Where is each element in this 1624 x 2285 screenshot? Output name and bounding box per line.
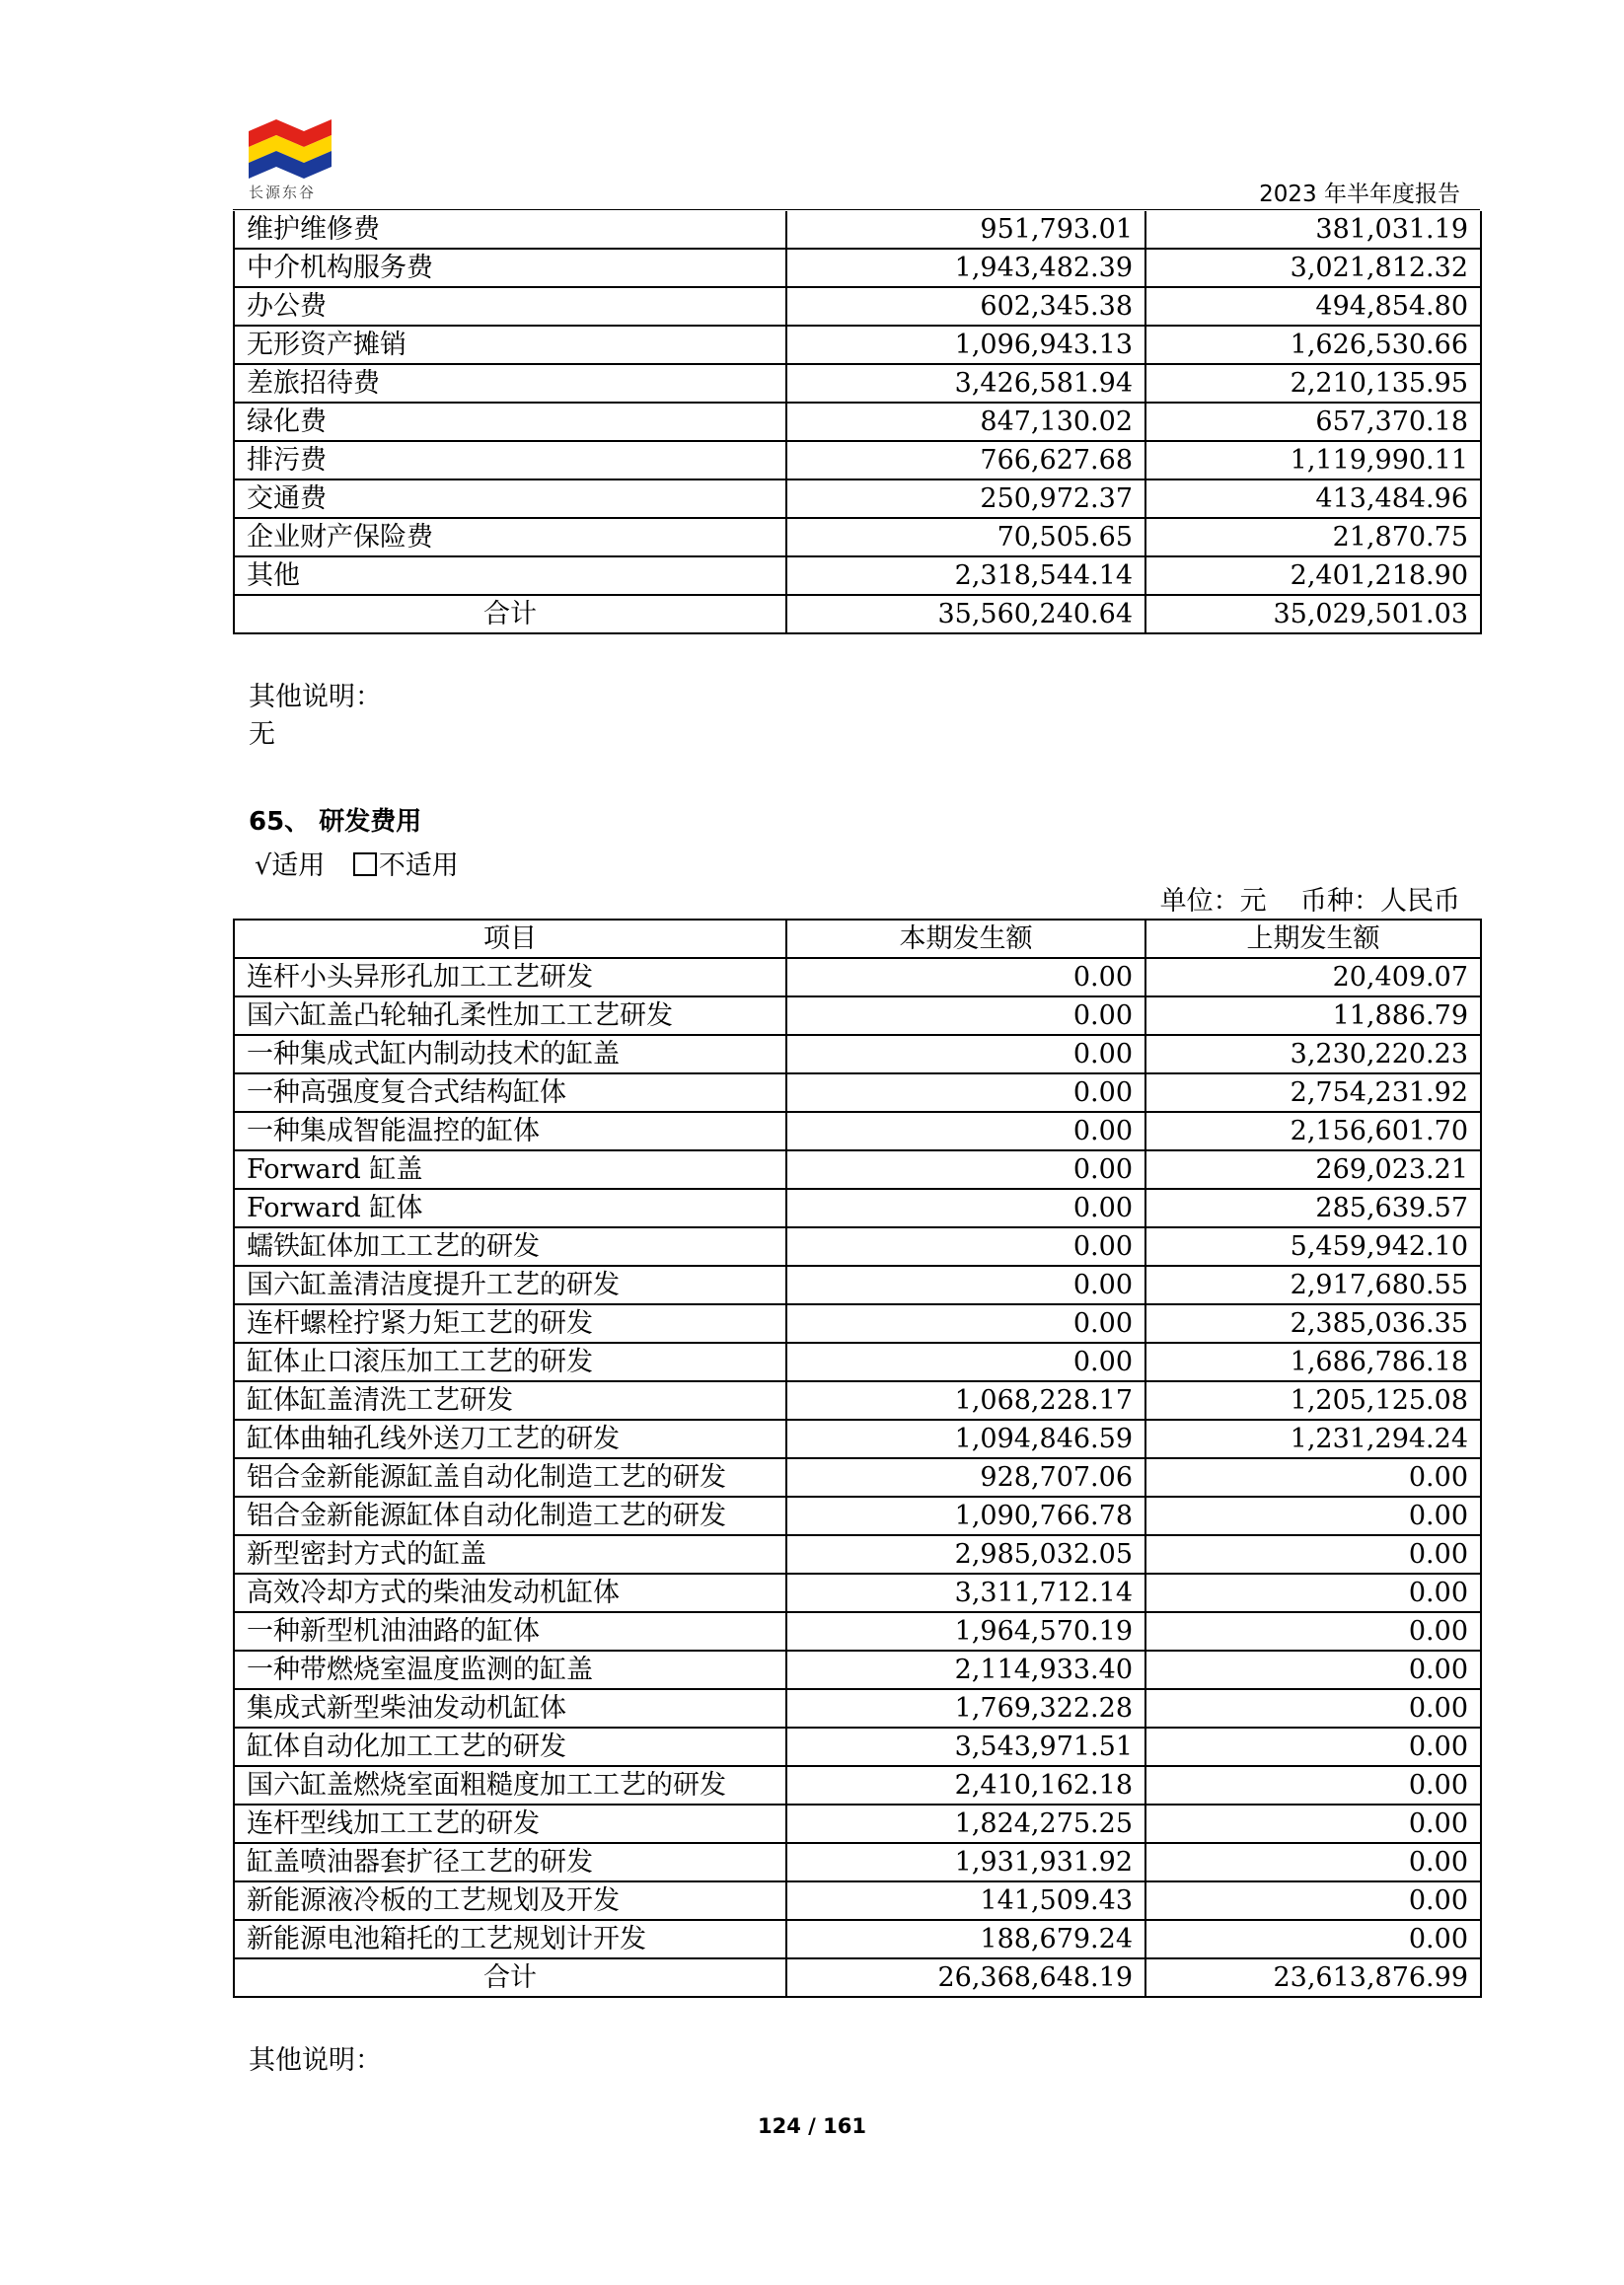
total-label: 合计 xyxy=(234,595,786,633)
cell-previous: 1,686,786.18 xyxy=(1145,1343,1481,1381)
table-row xyxy=(234,958,1481,996)
cell-current: 250,972.37 xyxy=(786,479,1145,518)
total-current: 35,560,240.64 xyxy=(786,595,1145,633)
table-row xyxy=(234,996,1481,1035)
cell-item: 一种新型机油油路的缸体 xyxy=(234,1612,786,1651)
cell-current: 928,707.06 xyxy=(786,1458,1145,1497)
table-row xyxy=(234,1227,1481,1266)
cell-item: 缸体止口滚压加工工艺的研发 xyxy=(234,1343,786,1381)
cell-previous: 0.00 xyxy=(1145,1728,1481,1766)
table-row xyxy=(234,556,1481,595)
table-header-row xyxy=(234,920,1481,958)
cell-previous: 2,156,601.70 xyxy=(1145,1112,1481,1150)
cell-current: 0.00 xyxy=(786,996,1145,1035)
cell-item: 排污费 xyxy=(234,441,786,479)
admin-expense-table xyxy=(233,211,1482,634)
cell-previous: 0.00 xyxy=(1145,1497,1481,1535)
cell-current: 847,130.02 xyxy=(786,403,1145,441)
cell-current: 2,410,162.18 xyxy=(786,1766,1145,1805)
cell-current: 1,068,228.17 xyxy=(786,1381,1145,1420)
table-row xyxy=(234,1920,1481,1958)
applicable-label: √适用 xyxy=(255,850,326,881)
cell-item: 蠕铁缸体加工工艺的研发 xyxy=(234,1227,786,1266)
cell-current: 3,311,712.14 xyxy=(786,1574,1145,1612)
cell-item: 一种高强度复合式结构缸体 xyxy=(234,1073,786,1112)
table-row xyxy=(234,1189,1481,1227)
cell-previous: 0.00 xyxy=(1145,1612,1481,1651)
cell-previous: 0.00 xyxy=(1145,1574,1481,1612)
cell-item: 一种集成式缸内制动技术的缸盖 xyxy=(234,1035,786,1073)
table-row xyxy=(234,1689,1481,1728)
table-row xyxy=(234,518,1481,556)
cell-item: 企业财产保险费 xyxy=(234,518,786,556)
table-row xyxy=(234,1766,1481,1805)
table-row xyxy=(234,249,1481,287)
cell-item: 中介机构服务费 xyxy=(234,249,786,287)
cell-previous: 494,854.80 xyxy=(1145,287,1481,326)
cell-item: 新能源液冷板的工艺规划及开发 xyxy=(234,1881,786,1920)
table-row xyxy=(234,364,1481,403)
cell-previous: 2,385,036.35 xyxy=(1145,1304,1481,1343)
cell-current: 188,679.24 xyxy=(786,1920,1145,1958)
cell-current: 0.00 xyxy=(786,958,1145,996)
cell-current: 1,964,570.19 xyxy=(786,1612,1145,1651)
cell-previous: 3,021,812.32 xyxy=(1145,249,1481,287)
table-row xyxy=(234,1420,1481,1458)
cell-item: 国六缸盖清洁度提升工艺的研发 xyxy=(234,1266,786,1304)
cell-current: 766,627.68 xyxy=(786,441,1145,479)
table-row xyxy=(234,287,1481,326)
other-note-label-2: 其他说明： xyxy=(249,2045,382,2076)
cell-item: 连杆型线加工工艺的研发 xyxy=(234,1805,786,1843)
header-previous: 上期发生额 xyxy=(1145,920,1481,958)
cell-previous: 2,754,231.92 xyxy=(1145,1073,1481,1112)
table-row xyxy=(234,1728,1481,1766)
cell-current: 0.00 xyxy=(786,1112,1145,1150)
table-row xyxy=(234,1843,1481,1881)
cell-previous: 20,409.07 xyxy=(1145,958,1481,996)
cell-previous: 11,886.79 xyxy=(1145,996,1481,1035)
table-row xyxy=(234,1112,1481,1150)
other-note-label: 其他说明： xyxy=(249,682,382,712)
cell-current: 2,985,032.05 xyxy=(786,1535,1145,1574)
unit-label: 单位：元 币种：人民币 xyxy=(1159,886,1460,917)
checkbox-icon xyxy=(353,852,377,876)
cell-previous: 413,484.96 xyxy=(1145,479,1481,518)
cell-item: 连杆小头异形孔加工工艺研发 xyxy=(234,958,786,996)
table-row xyxy=(234,1304,1481,1343)
cell-item: 国六缸盖燃烧室面粗糙度加工工艺的研发 xyxy=(234,1766,786,1805)
cell-item: 差旅招待费 xyxy=(234,364,786,403)
rd-expense-table xyxy=(233,919,1482,1998)
cell-previous: 2,917,680.55 xyxy=(1145,1266,1481,1304)
cell-current: 0.00 xyxy=(786,1150,1145,1189)
report-title: 2023 年半年度报告 xyxy=(1259,182,1460,207)
total-row xyxy=(234,595,1481,633)
table-row xyxy=(234,1535,1481,1574)
cell-previous: 0.00 xyxy=(1145,1843,1481,1881)
cell-current: 1,824,275.25 xyxy=(786,1805,1145,1843)
table-row xyxy=(234,403,1481,441)
cell-item: 铝合金新能源缸盖自动化制造工艺的研发 xyxy=(234,1458,786,1497)
cell-current: 1,094,846.59 xyxy=(786,1420,1145,1458)
table-row xyxy=(234,1497,1481,1535)
cell-item: 缸体缸盖清洗工艺研发 xyxy=(234,1381,786,1420)
cell-current: 3,426,581.94 xyxy=(786,364,1145,403)
cell-previous: 269,023.21 xyxy=(1145,1150,1481,1189)
cell-current: 141,509.43 xyxy=(786,1881,1145,1920)
total-row xyxy=(234,1958,1481,1997)
cell-previous: 0.00 xyxy=(1145,1458,1481,1497)
table-row xyxy=(234,1458,1481,1497)
total-label: 合计 xyxy=(234,1958,786,1997)
table-row xyxy=(234,479,1481,518)
cell-current: 1,090,766.78 xyxy=(786,1497,1145,1535)
cell-item: 绿化费 xyxy=(234,403,786,441)
cell-current: 602,345.38 xyxy=(786,287,1145,326)
cell-item: Forward 缸体 xyxy=(234,1189,786,1227)
cell-item: 办公费 xyxy=(234,287,786,326)
cell-current: 0.00 xyxy=(786,1035,1145,1073)
other-note-value: 无 xyxy=(249,719,275,750)
cell-current: 951,793.01 xyxy=(786,211,1145,249)
table-row xyxy=(234,1651,1481,1689)
logo-text: 长源东谷 xyxy=(249,184,317,201)
cell-item: 维护维修费 xyxy=(234,211,786,249)
cell-previous: 0.00 xyxy=(1145,1920,1481,1958)
page-number: 124 / 161 xyxy=(758,2114,866,2138)
table-row xyxy=(234,1574,1481,1612)
cell-previous: 0.00 xyxy=(1145,1651,1481,1689)
cell-previous: 1,119,990.11 xyxy=(1145,441,1481,479)
cell-previous: 657,370.18 xyxy=(1145,403,1481,441)
cell-current: 70,505.65 xyxy=(786,518,1145,556)
cell-item: 无形资产摊销 xyxy=(234,326,786,364)
cell-previous: 0.00 xyxy=(1145,1766,1481,1805)
cell-current: 0.00 xyxy=(786,1304,1145,1343)
section-title: 65、 研发费用 xyxy=(249,807,422,837)
cell-previous: 0.00 xyxy=(1145,1689,1481,1728)
cell-previous: 3,230,220.23 xyxy=(1145,1035,1481,1073)
cell-item: 集成式新型柴油发动机缸体 xyxy=(234,1689,786,1728)
cell-current: 0.00 xyxy=(786,1189,1145,1227)
cell-previous: 0.00 xyxy=(1145,1535,1481,1574)
cell-item: 缸体自动化加工工艺的研发 xyxy=(234,1728,786,1766)
table-row xyxy=(234,1805,1481,1843)
cell-current: 1,943,482.39 xyxy=(786,249,1145,287)
cell-previous: 5,459,942.10 xyxy=(1145,1227,1481,1266)
cell-current: 2,114,933.40 xyxy=(786,1651,1145,1689)
not-applicable-label: 不适用 xyxy=(378,850,459,881)
cell-item: 缸体曲轴孔线外送刀工艺的研发 xyxy=(234,1420,786,1458)
total-previous: 35,029,501.03 xyxy=(1145,595,1481,633)
cell-current: 3,543,971.51 xyxy=(786,1728,1145,1766)
cell-previous: 381,031.19 xyxy=(1145,211,1481,249)
cell-current: 2,318,544.14 xyxy=(786,556,1145,595)
cell-previous: 1,205,125.08 xyxy=(1145,1381,1481,1420)
cell-current: 1,931,931.92 xyxy=(786,1843,1145,1881)
cell-item: 新能源电池箱托的工艺规划计开发 xyxy=(234,1920,786,1958)
cell-item: 一种集成智能温控的缸体 xyxy=(234,1112,786,1150)
cell-item: 连杆螺栓拧紧力矩工艺的研发 xyxy=(234,1304,786,1343)
cell-item: 国六缸盖凸轮轴孔柔性加工工艺研发 xyxy=(234,996,786,1035)
table-row xyxy=(234,441,1481,479)
table-row xyxy=(234,1266,1481,1304)
cell-previous: 1,231,294.24 xyxy=(1145,1420,1481,1458)
cell-previous: 1,626,530.66 xyxy=(1145,326,1481,364)
cell-item: 高效冷却方式的柴油发动机缸体 xyxy=(234,1574,786,1612)
cell-item: 缸盖喷油器套扩径工艺的研发 xyxy=(234,1843,786,1881)
cell-item: 新型密封方式的缸盖 xyxy=(234,1535,786,1574)
table-row xyxy=(234,1035,1481,1073)
applicability xyxy=(255,844,459,882)
cell-current: 1,769,322.28 xyxy=(786,1689,1145,1728)
cell-current: 0.00 xyxy=(786,1227,1145,1266)
table-row xyxy=(234,1381,1481,1420)
cell-item: 交通费 xyxy=(234,479,786,518)
cell-previous: 285,639.57 xyxy=(1145,1189,1481,1227)
cell-previous: 0.00 xyxy=(1145,1805,1481,1843)
cell-previous: 21,870.75 xyxy=(1145,518,1481,556)
cell-item: Forward 缸盖 xyxy=(234,1150,786,1189)
cell-current: 0.00 xyxy=(786,1266,1145,1304)
cell-previous: 2,401,218.90 xyxy=(1145,556,1481,595)
cell-item: 一种带燃烧室温度监测的缸盖 xyxy=(234,1651,786,1689)
table-row xyxy=(234,211,1481,249)
total-previous: 23,613,876.99 xyxy=(1145,1958,1481,1997)
header-divider xyxy=(233,209,1480,210)
cell-current: 0.00 xyxy=(786,1343,1145,1381)
cell-item: 其他 xyxy=(234,556,786,595)
header-current: 本期发生额 xyxy=(786,920,1145,958)
cell-current: 1,096,943.13 xyxy=(786,326,1145,364)
table-row xyxy=(234,1881,1481,1920)
cell-previous: 2,210,135.95 xyxy=(1145,364,1481,403)
table-row xyxy=(234,1150,1481,1189)
cell-current: 0.00 xyxy=(786,1073,1145,1112)
table-row xyxy=(234,1612,1481,1651)
table-row xyxy=(234,1343,1481,1381)
header-item: 项目 xyxy=(234,920,786,958)
total-current: 26,368,648.19 xyxy=(786,1958,1145,1997)
cell-previous: 0.00 xyxy=(1145,1881,1481,1920)
table-row xyxy=(234,326,1481,364)
table-row xyxy=(234,1073,1481,1112)
cell-item: 铝合金新能源缸体自动化制造工艺的研发 xyxy=(234,1497,786,1535)
